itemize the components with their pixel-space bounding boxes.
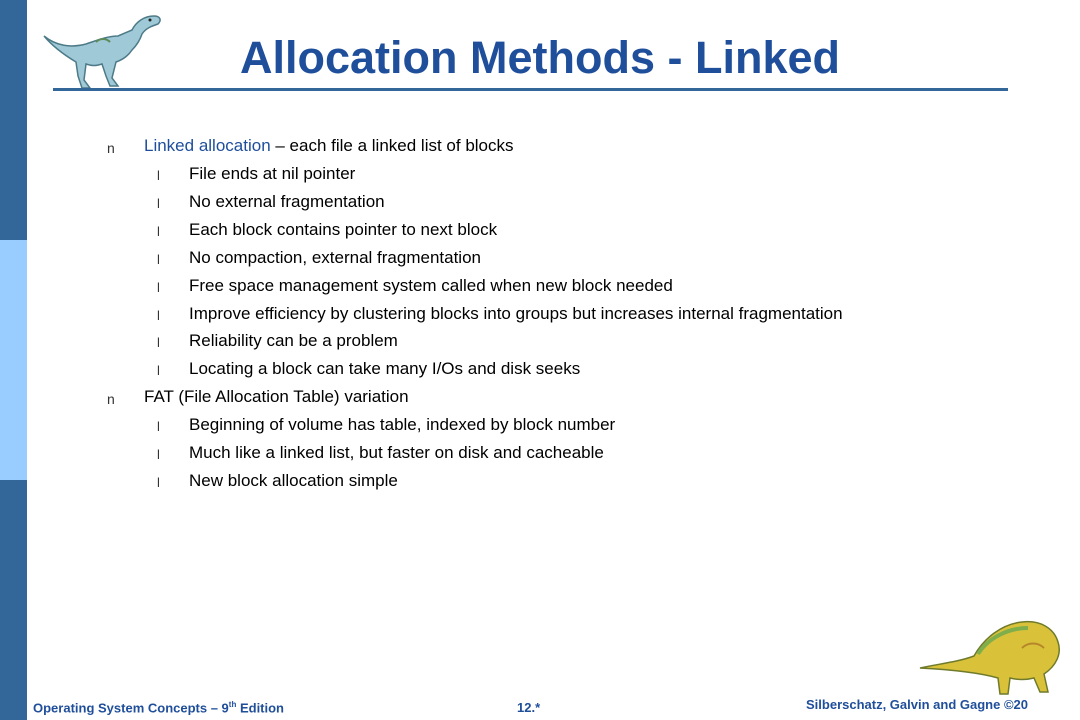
sub-bullet: Beginning of volume has table, indexed by block number (189, 415, 616, 434)
bullet-marker: n (107, 140, 115, 156)
dinosaur-logo-bottom (918, 608, 1066, 700)
sub-bullet-marker: l (157, 447, 160, 462)
bullet-text: – each file a linked list of blocks (270, 136, 514, 155)
sub-bullet-marker: l (157, 363, 160, 378)
left-bar-bottom-band (0, 480, 27, 720)
sub-bullet: Locating a block can take many I/Os and disk seeks (189, 359, 581, 378)
bullet-fat-variation: FAT (File Allocation Table) variation (144, 387, 409, 406)
sub-bullet-marker: l (157, 168, 160, 183)
sub-bullet: No external fragmentation (189, 192, 385, 211)
footer-book-title: Operating System Concepts – 9th Edition (33, 700, 285, 716)
sub-bullet-marker: l (157, 196, 160, 211)
sub-bullet: Reliability can be a problem (189, 331, 398, 350)
sub-bullet-marker: l (157, 308, 160, 323)
sub-bullet: No compaction, external fragmentation (189, 248, 481, 267)
sub-bullet-marker: l (157, 224, 160, 239)
sub-bullet: Each block contains pointer to next block (189, 220, 498, 239)
bullet-linked-allocation (144, 136, 514, 156)
bullet-highlight: Linked allocation (144, 136, 271, 155)
sub-bullet-marker: l (157, 252, 160, 267)
footer-page-number: 12.* (517, 700, 541, 715)
slide-title: Allocation Methods - Linked (239, 32, 840, 83)
sub-bullet-marker: l (157, 335, 160, 350)
title-underline (53, 88, 1008, 91)
left-bar-middle-band (0, 240, 27, 480)
bullet-marker: n (107, 391, 115, 407)
sub-bullet-marker: l (157, 419, 160, 434)
sub-bullet: New block allocation simple (189, 471, 398, 490)
sub-bullet: Much like a linked list, but faster on disk and cacheable (189, 443, 604, 462)
sub-bullet-marker: l (157, 475, 160, 490)
sub-bullet: Improve efficiency by clustering blocks into groups but increases internal fragmentation (189, 304, 843, 323)
left-color-bar (0, 0, 27, 720)
sub-bullet-marker: l (157, 280, 160, 295)
sub-bullet: File ends at nil pointer (189, 164, 356, 183)
footer-copyright: Silberschatz, Galvin and Gagne ©20 (806, 697, 1028, 712)
sub-bullet: Free space management system called when new block needed (189, 276, 673, 295)
